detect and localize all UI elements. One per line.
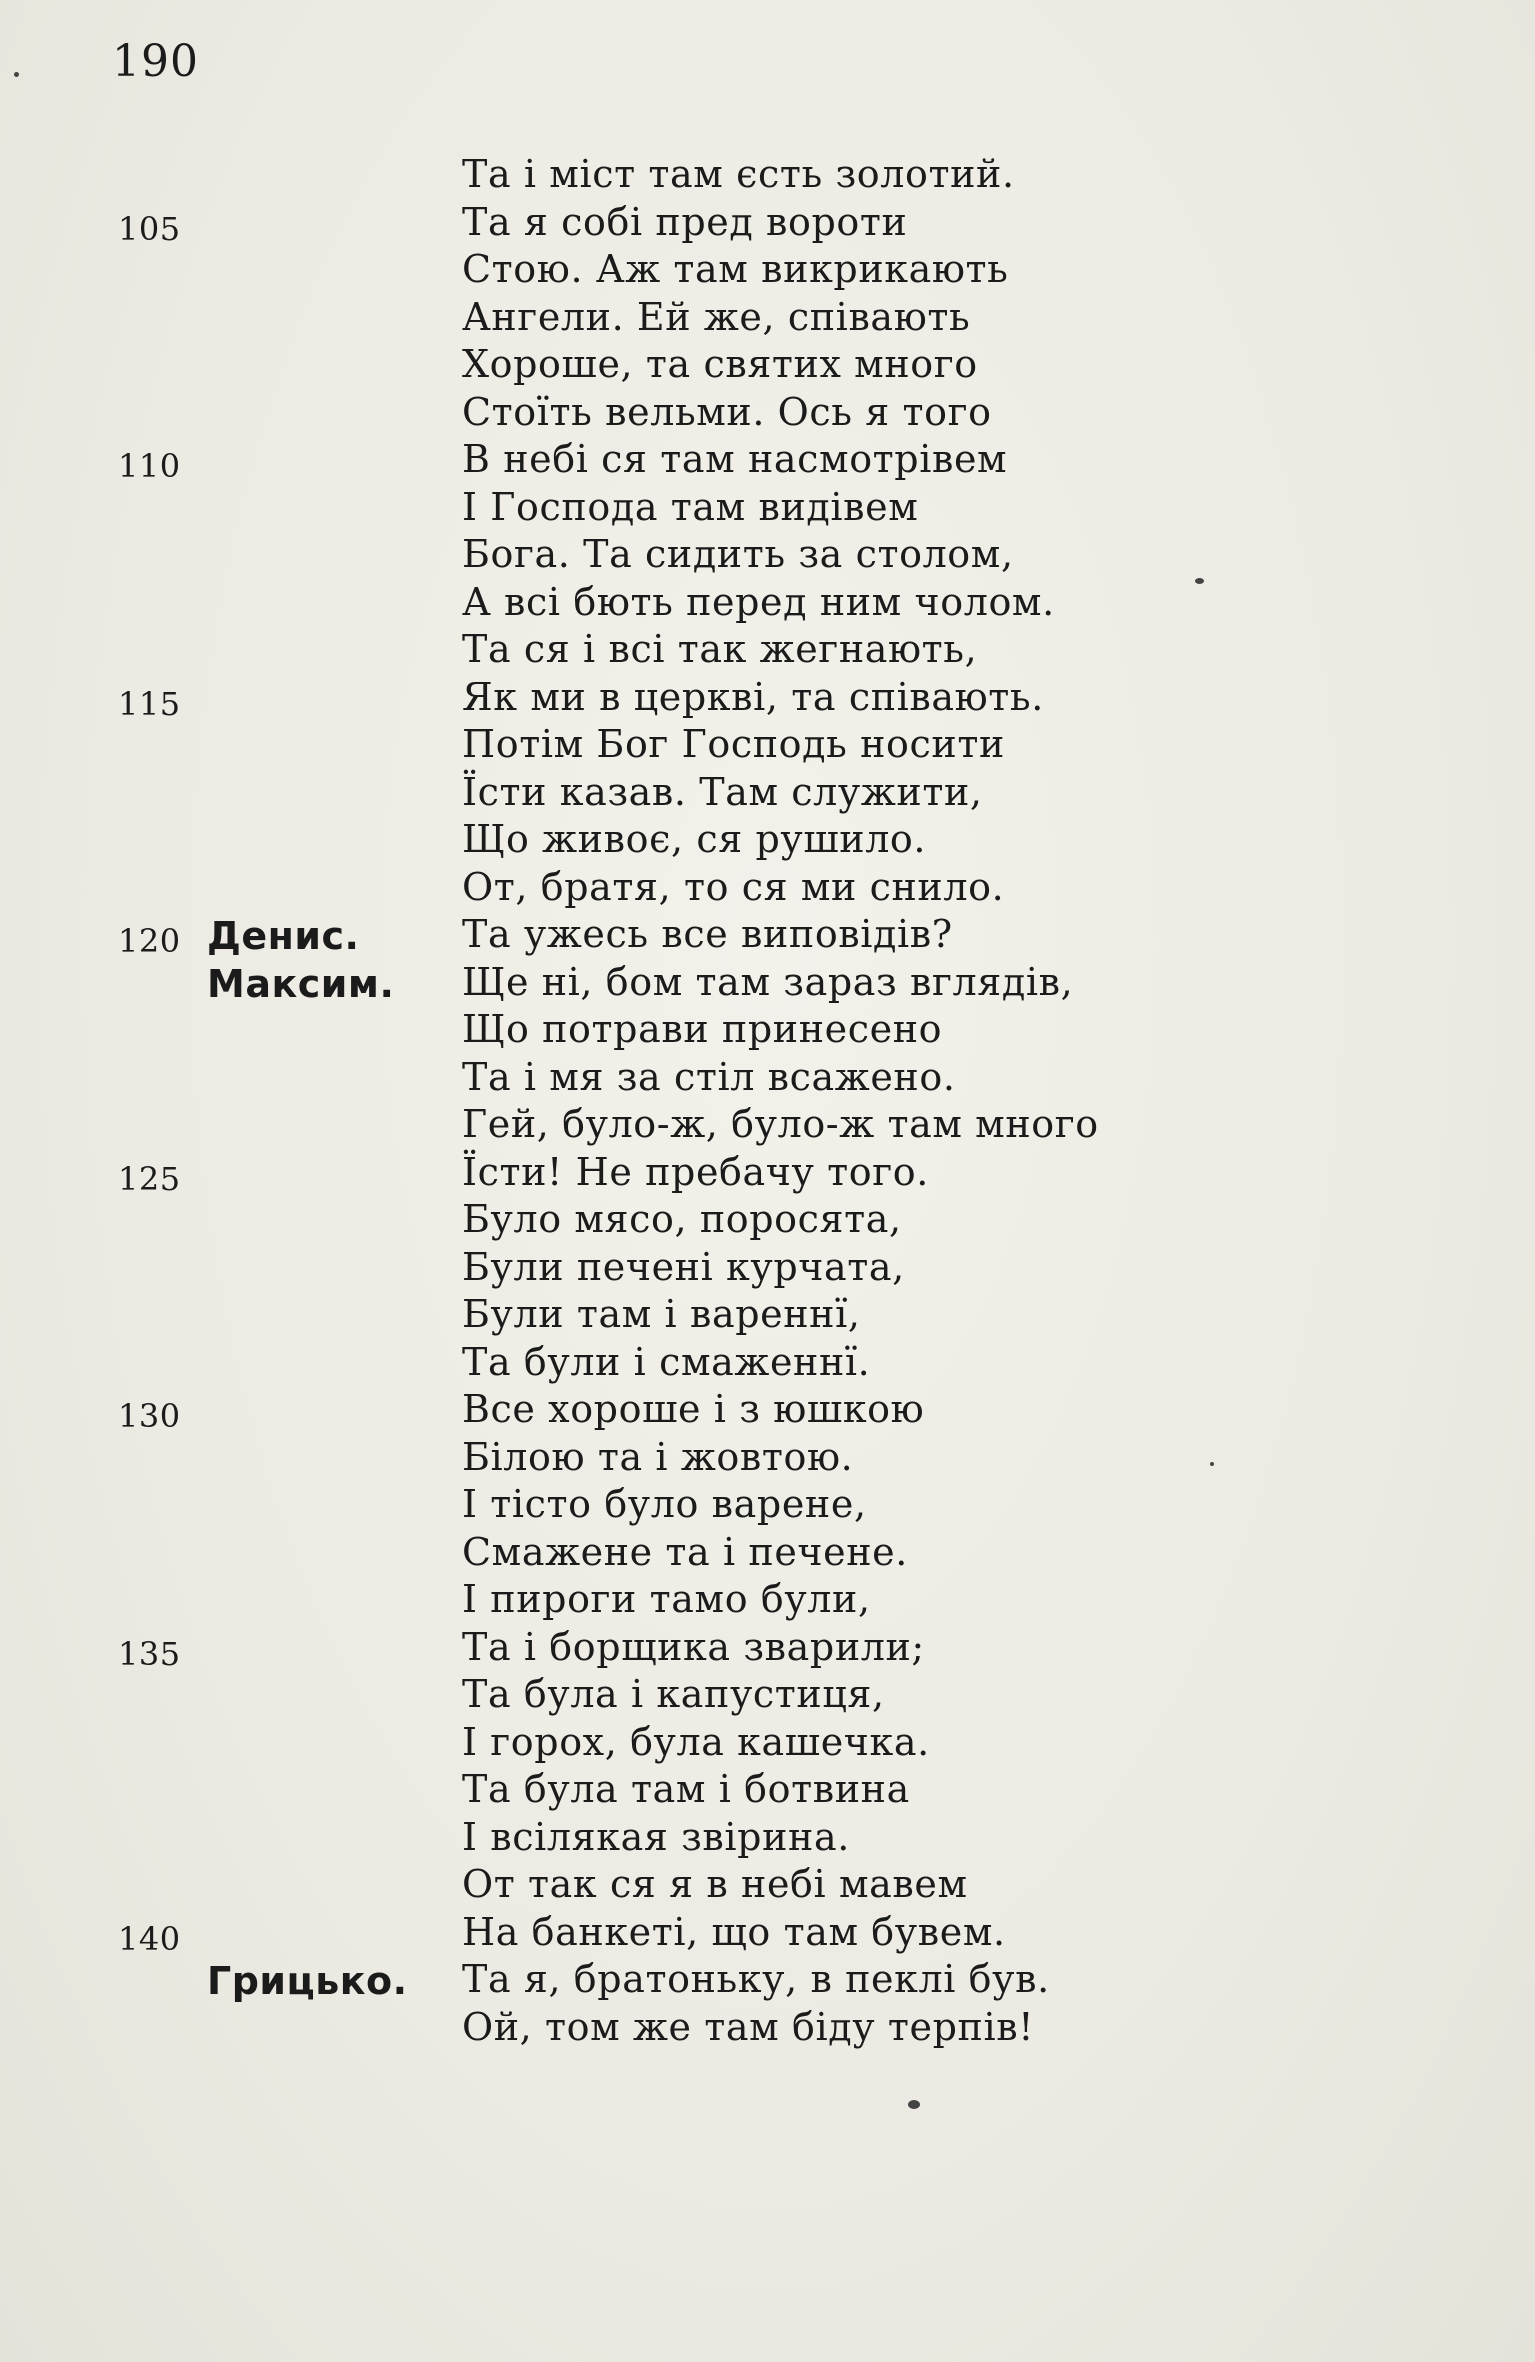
verse-row bbox=[0, 1340, 1535, 1388]
verse-row bbox=[0, 580, 1535, 628]
verse-line: Та і борщика зварили; bbox=[462, 1624, 925, 1669]
verse-line: Ангели. Ей же, співають bbox=[462, 294, 971, 339]
verse-line: Було мясо, поросята, bbox=[462, 1197, 902, 1241]
line-number: 140 bbox=[118, 1919, 181, 1958]
verse-line: І Господа там видівем bbox=[462, 484, 919, 529]
verse-row bbox=[0, 865, 1535, 913]
verse-row bbox=[0, 1672, 1535, 1720]
paper-speck bbox=[14, 72, 19, 77]
verse-line: Хороше, та святих много bbox=[462, 342, 978, 386]
line-number: 135 bbox=[118, 1634, 181, 1673]
verse-row bbox=[0, 817, 1535, 865]
verse-row bbox=[0, 152, 1535, 200]
verse-row bbox=[0, 1292, 1535, 1340]
verse-line: Що потрави принесено bbox=[462, 1007, 943, 1051]
verse-row bbox=[0, 1387, 1535, 1435]
verse-line: Та я собі пред вороти bbox=[462, 199, 908, 244]
verse-row bbox=[0, 1007, 1535, 1055]
verse-line: Були печені курчата, bbox=[462, 1244, 905, 1289]
verse-row bbox=[0, 390, 1535, 438]
verse-row bbox=[0, 247, 1535, 295]
verse-row bbox=[0, 1720, 1535, 1768]
verse-line: Та і мя за стіл всажено. bbox=[462, 1054, 956, 1099]
verse-row bbox=[0, 675, 1535, 723]
verse-row bbox=[0, 1957, 1535, 2005]
verse-row bbox=[0, 627, 1535, 675]
verse-row bbox=[0, 1435, 1535, 1483]
verse-row bbox=[0, 437, 1535, 485]
verse-row bbox=[0, 1767, 1535, 1815]
verse-line: Стоїть вельми. Ось я того bbox=[462, 389, 992, 434]
verse-line: В небі ся там насмотрівем bbox=[462, 437, 1008, 481]
verse-row bbox=[0, 1102, 1535, 1150]
speaker-name: Максим. bbox=[207, 961, 395, 1006]
verse-row bbox=[0, 1530, 1535, 1578]
verse-line: Ще ні, бом там зараз вглядів, bbox=[462, 959, 1074, 1004]
speaker-name: Грицько. bbox=[207, 1959, 408, 2003]
verse-line: Смажене та і печене. bbox=[462, 1529, 908, 1574]
verse-line: На банкеті, що там бувем. bbox=[462, 1909, 1006, 1954]
verse-line: От так ся я в небі мавем bbox=[462, 1862, 968, 1906]
verse-line: Та ся і всі так жегнають, bbox=[462, 627, 978, 671]
line-number: 110 bbox=[118, 447, 181, 485]
verse-row bbox=[0, 1482, 1535, 1530]
verse-line: От, братя, то ся ми снило. bbox=[462, 864, 1005, 909]
verse-row bbox=[0, 1197, 1535, 1245]
verse-line: Як ми в церкві, та співають. bbox=[462, 674, 1044, 719]
verse-line: Їсти! Не пребачу того. bbox=[462, 1149, 929, 1194]
verse-line: Бога. Та сидить за столом, bbox=[462, 532, 1014, 576]
verse-line: Та я, братоньку, в пеклі був. bbox=[462, 1957, 1050, 2001]
verse-line: Стою. Аж там викрикають bbox=[462, 247, 1009, 291]
verse-line: Були там і вареннї, bbox=[462, 1292, 861, 1336]
verse-line: І тісто було варене, bbox=[462, 1482, 867, 1526]
verse-row bbox=[0, 1150, 1535, 1198]
line-number: 120 bbox=[118, 922, 181, 960]
verse-row bbox=[0, 1910, 1535, 1958]
poem-text bbox=[0, 152, 1535, 2052]
verse-line: А всі бють перед ним чолом. bbox=[462, 579, 1055, 624]
verse-row bbox=[0, 960, 1535, 1008]
line-number: 115 bbox=[118, 684, 181, 723]
verse-line: Гей, було-ж, було-ж там много bbox=[462, 1102, 1099, 1146]
verse-row bbox=[0, 1815, 1535, 1863]
paper-speck bbox=[1195, 578, 1204, 584]
verse-line: Потім Бог Господь носити bbox=[462, 722, 1005, 766]
verse-row bbox=[0, 1245, 1535, 1293]
verse-line: Все хороше і з юшкою bbox=[462, 1387, 925, 1431]
verse-row bbox=[0, 1577, 1535, 1625]
verse-line: Та була і капустиця, bbox=[462, 1672, 885, 1716]
verse-row bbox=[0, 485, 1535, 533]
verse-row bbox=[0, 342, 1535, 390]
verse-row bbox=[0, 722, 1535, 770]
verse-line: Ой, том же там біду терпів! bbox=[462, 2004, 1035, 2049]
verse-line: Та була там і ботвина bbox=[462, 1767, 910, 1811]
verse-line: Та ужесь все виповідів? bbox=[462, 912, 953, 956]
verse-line: Та і міст там єсть золотий. bbox=[462, 152, 1015, 196]
verse-line: І всілякая звірина. bbox=[462, 1814, 850, 1859]
verse-row bbox=[0, 1625, 1535, 1673]
verse-row bbox=[0, 770, 1535, 818]
verse-line: Та були і смаженнї. bbox=[462, 1339, 871, 1384]
verse-row bbox=[0, 200, 1535, 248]
verse-row bbox=[0, 295, 1535, 343]
verse-line: Їсти казав. Там служити, bbox=[462, 769, 983, 814]
line-number: 130 bbox=[118, 1397, 181, 1435]
verse-line: І горох, була кашечка. bbox=[462, 1719, 930, 1764]
speaker-name: Денис. bbox=[207, 914, 360, 958]
line-number: 105 bbox=[118, 209, 181, 248]
verse-line: І пироги тамо були, bbox=[462, 1577, 871, 1621]
verse-line: Що живоє, ся рушило. bbox=[462, 817, 927, 861]
paper-speck bbox=[908, 2100, 920, 2109]
verse-row bbox=[0, 912, 1535, 960]
verse-row bbox=[0, 2005, 1535, 2053]
paper-speck bbox=[1210, 1462, 1214, 1466]
line-number: 125 bbox=[118, 1159, 181, 1198]
verse-row bbox=[0, 1055, 1535, 1103]
verse-row bbox=[0, 532, 1535, 580]
verse-line: Білою та і жовтою. bbox=[462, 1434, 854, 1479]
page-number: 190 bbox=[112, 36, 199, 87]
verse-row bbox=[0, 1862, 1535, 1910]
